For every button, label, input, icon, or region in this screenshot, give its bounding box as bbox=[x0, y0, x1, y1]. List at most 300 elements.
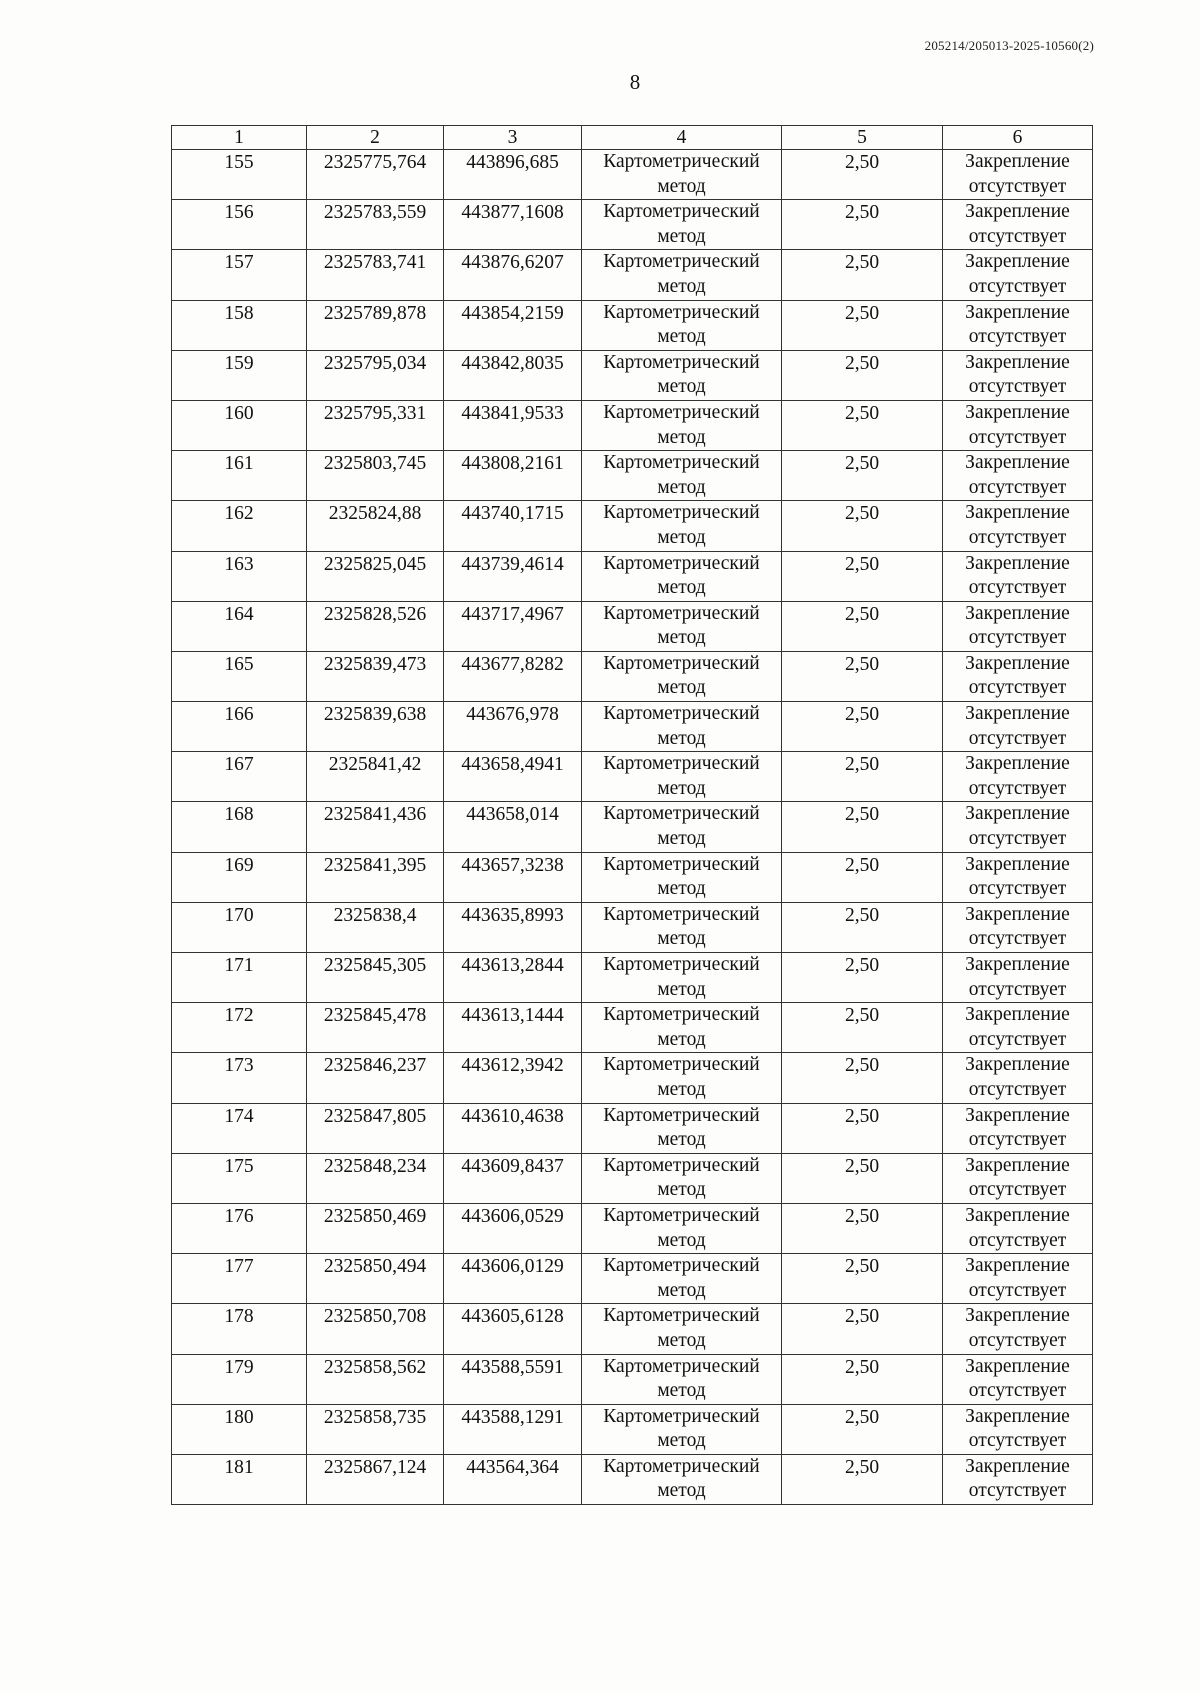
marker-status-cell bbox=[943, 1304, 1093, 1354]
point-number-cell: 158 bbox=[172, 300, 307, 350]
table-row bbox=[172, 400, 1093, 450]
accuracy-cell: 2,50 bbox=[782, 1203, 943, 1253]
marker-status-text: отсутствует bbox=[968, 1329, 1067, 1351]
point-number-cell: 178 bbox=[172, 1304, 307, 1354]
marker-status-cell bbox=[943, 150, 1093, 200]
method-text: Картометрический bbox=[603, 1255, 760, 1277]
page-number: 8 bbox=[629, 70, 641, 94]
marker-status-text: отсутствует bbox=[968, 677, 1067, 699]
table-row bbox=[172, 651, 1093, 701]
table-row bbox=[172, 902, 1093, 952]
table-header-row bbox=[172, 126, 1093, 150]
method-text: Картометрический bbox=[603, 954, 760, 975]
table-row bbox=[172, 953, 1093, 1003]
point-number-cell: 157 bbox=[172, 250, 307, 300]
y-coordinate-cell: 443739,4614 bbox=[444, 551, 582, 601]
table-row bbox=[172, 1354, 1093, 1404]
accuracy-cell: 2,50 bbox=[782, 551, 943, 601]
accuracy-cell: 2,50 bbox=[782, 1153, 943, 1203]
marker-status-text: отсутствует bbox=[968, 627, 1067, 649]
marker-status-cell bbox=[943, 651, 1093, 701]
y-coordinate-cell: 443564,364 bbox=[444, 1454, 582, 1504]
method-text: метод bbox=[657, 526, 706, 548]
marker-status-cell bbox=[943, 451, 1093, 501]
method-text: метод bbox=[657, 275, 706, 297]
method-cell bbox=[582, 200, 782, 250]
table-row bbox=[172, 1053, 1093, 1103]
marker-status-text: Закрепление bbox=[965, 703, 1070, 725]
table-row bbox=[172, 150, 1093, 200]
y-coordinate-cell: 443842,8035 bbox=[444, 350, 582, 400]
y-coordinate-cell: 443854,2159 bbox=[444, 300, 582, 350]
method-cell bbox=[582, 1053, 782, 1103]
point-number-cell: 155 bbox=[172, 150, 307, 200]
method-text: метод bbox=[657, 978, 706, 1000]
table-row bbox=[172, 1304, 1093, 1354]
y-coordinate-cell: 443740,1715 bbox=[444, 501, 582, 551]
y-coordinate-cell: 443896,685 bbox=[444, 150, 582, 200]
method-cell bbox=[582, 350, 782, 400]
marker-status-cell bbox=[943, 1103, 1093, 1153]
accuracy-cell: 2,50 bbox=[782, 250, 943, 300]
marker-status-text: отсутствует bbox=[968, 1229, 1067, 1251]
column-header: 2 bbox=[307, 126, 444, 150]
point-number-cell: 177 bbox=[172, 1254, 307, 1304]
method-text: метод bbox=[657, 777, 706, 799]
point-number-cell: 181 bbox=[172, 1454, 307, 1504]
x-coordinate-cell: 2325824,88 bbox=[307, 501, 444, 551]
marker-status-cell bbox=[943, 400, 1093, 450]
point-number-cell: 171 bbox=[172, 953, 307, 1003]
table-row bbox=[172, 551, 1093, 601]
y-coordinate-cell: 443635,8993 bbox=[444, 902, 582, 952]
method-text: метод bbox=[657, 1279, 706, 1301]
y-coordinate-cell: 443841,9533 bbox=[444, 400, 582, 450]
y-coordinate-cell: 443676,978 bbox=[444, 702, 582, 752]
document-reference: 205214/205013-2025-10560(2) bbox=[924, 38, 1094, 53]
point-number-cell: 179 bbox=[172, 1354, 307, 1404]
method-text: Картометрический bbox=[603, 803, 760, 825]
marker-status-text: отсутствует bbox=[968, 928, 1067, 950]
method-cell bbox=[582, 702, 782, 752]
method-text: метод bbox=[657, 426, 706, 448]
method-text: Картометрический bbox=[603, 1004, 760, 1026]
point-number-cell: 172 bbox=[172, 1003, 307, 1053]
marker-status-text: Закрепление bbox=[965, 452, 1070, 474]
marker-status-cell bbox=[943, 1254, 1093, 1304]
marker-status-cell bbox=[943, 752, 1093, 802]
marker-status-cell bbox=[943, 1203, 1093, 1253]
method-cell bbox=[582, 1153, 782, 1203]
method-text: метод bbox=[657, 577, 706, 599]
accuracy-cell: 2,50 bbox=[782, 752, 943, 802]
marker-status-text: Закрепление bbox=[965, 351, 1070, 373]
y-coordinate-cell: 443609,8437 bbox=[444, 1153, 582, 1203]
marker-status-text: отсутствует bbox=[968, 577, 1067, 599]
marker-status-text: отсутствует bbox=[968, 1380, 1067, 1402]
method-cell bbox=[582, 1003, 782, 1053]
marker-status-text: Закрепление bbox=[965, 1004, 1070, 1026]
marker-status-cell bbox=[943, 902, 1093, 952]
method-cell bbox=[582, 802, 782, 852]
marker-status-text: отсутствует bbox=[968, 1078, 1067, 1100]
method-text: метод bbox=[657, 1078, 706, 1100]
marker-status-text: отсутствует bbox=[968, 1430, 1067, 1452]
marker-status-cell bbox=[943, 852, 1093, 902]
marker-status-text: Закрепление bbox=[965, 753, 1070, 775]
marker-status-text: Закрепление bbox=[965, 1305, 1070, 1327]
accuracy-cell: 2,50 bbox=[782, 802, 943, 852]
table-row bbox=[172, 250, 1093, 300]
marker-status-text: Закрепление bbox=[965, 1255, 1070, 1277]
point-number-cell: 164 bbox=[172, 601, 307, 651]
marker-status-cell bbox=[943, 1454, 1093, 1504]
y-coordinate-cell: 443877,1608 bbox=[444, 200, 582, 250]
table-row bbox=[172, 752, 1093, 802]
method-text: Картометрический bbox=[603, 201, 760, 223]
accuracy-cell: 2,50 bbox=[782, 1454, 943, 1504]
method-text: метод bbox=[657, 326, 706, 348]
method-text: Картометрический bbox=[603, 703, 760, 725]
x-coordinate-cell: 2325795,331 bbox=[307, 400, 444, 450]
point-number-cell: 168 bbox=[172, 802, 307, 852]
accuracy-cell: 2,50 bbox=[782, 702, 943, 752]
marker-status-cell bbox=[943, 551, 1093, 601]
y-coordinate-cell: 443588,1291 bbox=[444, 1404, 582, 1454]
marker-status-text: отсутствует bbox=[968, 1129, 1067, 1151]
accuracy-cell: 2,50 bbox=[782, 451, 943, 501]
method-text: метод bbox=[657, 928, 706, 950]
method-cell bbox=[582, 451, 782, 501]
table-row bbox=[172, 802, 1093, 852]
method-text: Картометрический bbox=[603, 1405, 760, 1427]
method-cell bbox=[582, 400, 782, 450]
marker-status-cell bbox=[943, 802, 1093, 852]
table-row bbox=[172, 200, 1093, 250]
method-cell bbox=[582, 1354, 782, 1404]
x-coordinate-cell: 2325783,741 bbox=[307, 250, 444, 300]
accuracy-cell: 2,50 bbox=[782, 953, 943, 1003]
marker-status-text: Закрепление bbox=[965, 1154, 1070, 1176]
marker-status-text: отсутствует bbox=[968, 225, 1067, 247]
x-coordinate-cell: 2325783,559 bbox=[307, 200, 444, 250]
method-cell bbox=[582, 1304, 782, 1354]
marker-status-text: Закрепление bbox=[965, 401, 1070, 423]
table-row bbox=[172, 1203, 1093, 1253]
table-row bbox=[172, 451, 1093, 501]
accuracy-cell: 2,50 bbox=[782, 852, 943, 902]
accuracy-cell: 2,50 bbox=[782, 300, 943, 350]
point-number-cell: 156 bbox=[172, 200, 307, 250]
x-coordinate-cell: 2325846,237 bbox=[307, 1053, 444, 1103]
x-coordinate-cell: 2325858,735 bbox=[307, 1404, 444, 1454]
y-coordinate-cell: 443657,3238 bbox=[444, 852, 582, 902]
marker-status-cell bbox=[943, 1003, 1093, 1053]
x-coordinate-cell: 2325845,478 bbox=[307, 1003, 444, 1053]
accuracy-cell: 2,50 bbox=[782, 1354, 943, 1404]
method-text: Картометрический bbox=[603, 301, 760, 323]
accuracy-cell: 2,50 bbox=[782, 150, 943, 200]
method-text: метод bbox=[657, 1329, 706, 1351]
x-coordinate-cell: 2325850,469 bbox=[307, 1203, 444, 1253]
method-text: метод bbox=[657, 878, 706, 900]
y-coordinate-cell: 443658,4941 bbox=[444, 752, 582, 802]
accuracy-cell: 2,50 bbox=[782, 350, 943, 400]
marker-status-text: отсутствует bbox=[968, 878, 1067, 900]
method-text: Картометрический bbox=[603, 602, 760, 624]
marker-status-text: Закрепление bbox=[965, 1455, 1070, 1477]
marker-status-text: отсутствует bbox=[968, 426, 1067, 448]
marker-status-cell bbox=[943, 350, 1093, 400]
marker-status-text: Закрепление bbox=[965, 1104, 1070, 1126]
method-text: метод bbox=[657, 175, 706, 197]
marker-status-text: отсутствует bbox=[968, 175, 1067, 197]
point-number-cell: 174 bbox=[172, 1103, 307, 1153]
point-number-cell: 163 bbox=[172, 551, 307, 601]
method-text: метод bbox=[657, 1129, 706, 1151]
method-text: Картометрический bbox=[603, 1204, 760, 1226]
method-text: метод bbox=[657, 627, 706, 649]
table-row bbox=[172, 1103, 1093, 1153]
table-row bbox=[172, 1254, 1093, 1304]
method-text: метод bbox=[657, 1380, 706, 1402]
marker-status-text: Закрепление bbox=[965, 903, 1070, 925]
x-coordinate-cell: 2325795,034 bbox=[307, 350, 444, 400]
x-coordinate-cell: 2325845,305 bbox=[307, 953, 444, 1003]
y-coordinate-cell: 443677,8282 bbox=[444, 651, 582, 701]
x-coordinate-cell: 2325848,234 bbox=[307, 1153, 444, 1203]
y-coordinate-cell: 443605,6128 bbox=[444, 1304, 582, 1354]
marker-status-cell bbox=[943, 1153, 1093, 1203]
method-text: метод bbox=[657, 225, 706, 247]
marker-status-text: отсутствует bbox=[968, 978, 1067, 1000]
x-coordinate-cell: 2325867,124 bbox=[307, 1454, 444, 1504]
accuracy-cell: 2,50 bbox=[782, 1103, 943, 1153]
marker-status-text: отсутствует bbox=[968, 376, 1067, 398]
x-coordinate-cell: 2325850,494 bbox=[307, 1254, 444, 1304]
table-row bbox=[172, 501, 1093, 551]
marker-status-text: Закрепление bbox=[965, 552, 1070, 574]
point-number-cell: 167 bbox=[172, 752, 307, 802]
method-cell bbox=[582, 1404, 782, 1454]
method-text: Картометрический bbox=[603, 452, 760, 474]
marker-status-text: Закрепление bbox=[965, 853, 1070, 875]
marker-status-text: Закрепление bbox=[965, 652, 1070, 674]
y-coordinate-cell: 443610,4638 bbox=[444, 1103, 582, 1153]
y-coordinate-cell: 443808,2161 bbox=[444, 451, 582, 501]
marker-status-text: Закрепление bbox=[965, 602, 1070, 624]
method-cell bbox=[582, 150, 782, 200]
accuracy-cell: 2,50 bbox=[782, 501, 943, 551]
point-number-cell: 160 bbox=[172, 400, 307, 450]
marker-status-text: Закрепление bbox=[965, 301, 1070, 323]
accuracy-cell: 2,50 bbox=[782, 601, 943, 651]
method-cell bbox=[582, 651, 782, 701]
marker-status-text: отсутствует bbox=[968, 1279, 1067, 1301]
method-text: метод bbox=[657, 727, 706, 749]
method-text: Картометрический bbox=[603, 1455, 760, 1477]
marker-status-text: Закрепление bbox=[965, 201, 1070, 223]
method-text: метод bbox=[657, 828, 706, 850]
method-cell bbox=[582, 300, 782, 350]
method-cell bbox=[582, 1103, 782, 1153]
point-number-cell: 169 bbox=[172, 852, 307, 902]
method-cell bbox=[582, 1254, 782, 1304]
marker-status-cell bbox=[943, 1404, 1093, 1454]
method-text: Картометрический bbox=[603, 251, 760, 273]
method-text: метод bbox=[657, 1028, 706, 1050]
marker-status-text: отсутствует bbox=[968, 727, 1067, 749]
y-coordinate-cell: 443717,4967 bbox=[444, 601, 582, 651]
method-text: Картометрический bbox=[603, 151, 760, 172]
marker-status-text: отсутствует bbox=[968, 526, 1067, 548]
method-cell bbox=[582, 953, 782, 1003]
marker-status-text: отсутствует bbox=[968, 1480, 1067, 1502]
method-text: метод bbox=[657, 1229, 706, 1251]
marker-status-text: Закрепление bbox=[965, 151, 1070, 172]
method-text: метод bbox=[657, 476, 706, 498]
method-cell bbox=[582, 902, 782, 952]
table-row bbox=[172, 300, 1093, 350]
marker-status-text: Закрепление bbox=[965, 251, 1070, 273]
column-header: 4 bbox=[582, 126, 782, 150]
point-number-cell: 170 bbox=[172, 902, 307, 952]
marker-status-cell bbox=[943, 1053, 1093, 1103]
marker-status-text: Закрепление bbox=[965, 1204, 1070, 1226]
method-text: метод bbox=[657, 677, 706, 699]
y-coordinate-cell: 443658,014 bbox=[444, 802, 582, 852]
marker-status-text: отсутствует bbox=[968, 1179, 1067, 1201]
accuracy-cell: 2,50 bbox=[782, 1053, 943, 1103]
accuracy-cell: 2,50 bbox=[782, 1304, 943, 1354]
x-coordinate-cell: 2325775,764 bbox=[307, 150, 444, 200]
method-text: Картометрический bbox=[603, 1305, 760, 1327]
accuracy-cell: 2,50 bbox=[782, 902, 943, 952]
point-number-cell: 166 bbox=[172, 702, 307, 752]
column-header: 3 bbox=[444, 126, 582, 150]
marker-status-cell bbox=[943, 1354, 1093, 1404]
table-row bbox=[172, 1003, 1093, 1053]
coordinates-table bbox=[171, 125, 1093, 1505]
y-coordinate-cell: 443876,6207 bbox=[444, 250, 582, 300]
method-text: Картометрический bbox=[603, 552, 760, 574]
method-cell bbox=[582, 1454, 782, 1504]
marker-status-text: отсутствует bbox=[968, 777, 1067, 799]
point-number-cell: 180 bbox=[172, 1404, 307, 1454]
method-text: метод bbox=[657, 1430, 706, 1452]
point-number-cell: 176 bbox=[172, 1203, 307, 1253]
x-coordinate-cell: 2325789,878 bbox=[307, 300, 444, 350]
marker-status-text: отсутствует bbox=[968, 1028, 1067, 1050]
y-coordinate-cell: 443612,3942 bbox=[444, 1053, 582, 1103]
y-coordinate-cell: 443613,2844 bbox=[444, 953, 582, 1003]
method-text: Картометрический bbox=[603, 853, 760, 875]
marker-status-cell bbox=[943, 501, 1093, 551]
method-text: Картометрический bbox=[603, 903, 760, 925]
method-cell bbox=[582, 250, 782, 300]
table-row bbox=[172, 1153, 1093, 1203]
x-coordinate-cell: 2325847,805 bbox=[307, 1103, 444, 1153]
method-text: Картометрический bbox=[603, 351, 760, 373]
method-cell bbox=[582, 501, 782, 551]
accuracy-cell: 2,50 bbox=[782, 1003, 943, 1053]
y-coordinate-cell: 443606,0129 bbox=[444, 1254, 582, 1304]
x-coordinate-cell: 2325841,395 bbox=[307, 852, 444, 902]
method-text: Картометрический bbox=[603, 753, 760, 775]
x-coordinate-cell: 2325841,436 bbox=[307, 802, 444, 852]
y-coordinate-cell: 443613,1444 bbox=[444, 1003, 582, 1053]
table-row bbox=[172, 852, 1093, 902]
marker-status-cell bbox=[943, 250, 1093, 300]
marker-status-text: Закрепление bbox=[965, 803, 1070, 825]
table-row bbox=[172, 601, 1093, 651]
point-number-cell: 165 bbox=[172, 651, 307, 701]
method-text: Картометрический bbox=[603, 401, 760, 423]
marker-status-text: Закрепление bbox=[965, 502, 1070, 524]
table-row bbox=[172, 1404, 1093, 1454]
x-coordinate-cell: 2325839,638 bbox=[307, 702, 444, 752]
marker-status-cell bbox=[943, 953, 1093, 1003]
y-coordinate-cell: 443606,0529 bbox=[444, 1203, 582, 1253]
marker-status-text: Закрепление bbox=[965, 1405, 1070, 1427]
point-number-cell: 159 bbox=[172, 350, 307, 400]
point-number-cell: 162 bbox=[172, 501, 307, 551]
point-number-cell: 173 bbox=[172, 1053, 307, 1103]
method-cell bbox=[582, 551, 782, 601]
method-text: Картометрический bbox=[603, 1104, 760, 1126]
point-number-cell: 175 bbox=[172, 1153, 307, 1203]
column-header: 6 bbox=[943, 126, 1093, 150]
marker-status-cell bbox=[943, 300, 1093, 350]
table-row bbox=[172, 350, 1093, 400]
marker-status-text: отсутствует bbox=[968, 476, 1067, 498]
column-header: 1 bbox=[172, 126, 307, 150]
x-coordinate-cell: 2325803,745 bbox=[307, 451, 444, 501]
method-text: Картометрический bbox=[603, 652, 760, 674]
marker-status-text: отсутствует bbox=[968, 828, 1067, 850]
point-number-cell: 161 bbox=[172, 451, 307, 501]
method-text: Картометрический bbox=[603, 1154, 760, 1176]
method-text: Картометрический bbox=[603, 1355, 760, 1377]
method-cell bbox=[582, 752, 782, 802]
marker-status-cell bbox=[943, 702, 1093, 752]
accuracy-cell: 2,50 bbox=[782, 200, 943, 250]
table-row bbox=[172, 702, 1093, 752]
accuracy-cell: 2,50 bbox=[782, 400, 943, 450]
marker-status-cell bbox=[943, 601, 1093, 651]
x-coordinate-cell: 2325850,708 bbox=[307, 1304, 444, 1354]
method-text: метод bbox=[657, 376, 706, 398]
marker-status-text: Закрепление bbox=[965, 954, 1070, 975]
x-coordinate-cell: 2325828,526 bbox=[307, 601, 444, 651]
method-text: Картометрический bbox=[603, 502, 760, 524]
method-cell bbox=[582, 601, 782, 651]
accuracy-cell: 2,50 bbox=[782, 1254, 943, 1304]
marker-status-cell bbox=[943, 200, 1093, 250]
method-cell bbox=[582, 852, 782, 902]
x-coordinate-cell: 2325858,562 bbox=[307, 1354, 444, 1404]
marker-status-text: отсутствует bbox=[968, 326, 1067, 348]
accuracy-cell: 2,50 bbox=[782, 651, 943, 701]
table-body bbox=[172, 150, 1093, 1505]
y-coordinate-cell: 443588,5591 bbox=[444, 1354, 582, 1404]
x-coordinate-cell: 2325841,42 bbox=[307, 752, 444, 802]
method-text: метод bbox=[657, 1179, 706, 1201]
marker-status-text: Закрепление bbox=[965, 1054, 1070, 1076]
method-cell bbox=[582, 1203, 782, 1253]
table-row bbox=[172, 1454, 1093, 1504]
method-text: Картометрический bbox=[603, 1054, 760, 1076]
